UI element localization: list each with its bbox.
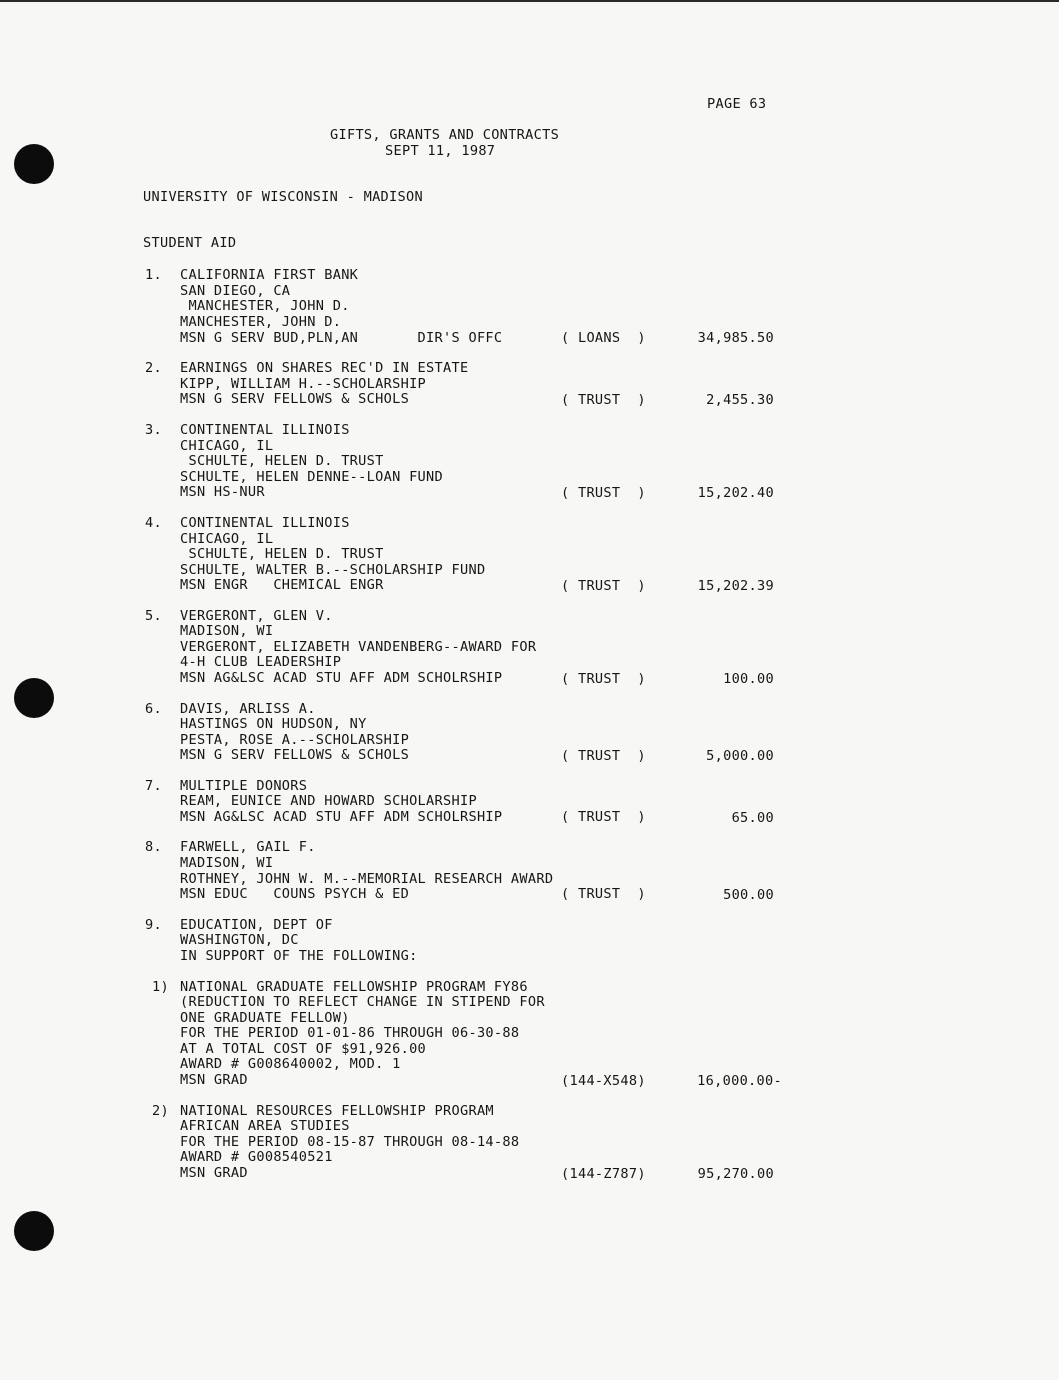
entry-line: EDUCATION, DEPT OF [180, 917, 333, 933]
entry-number: 6. [145, 701, 162, 717]
subentry-amount: 95,270.00 [697, 1166, 774, 1182]
entry-line: HASTINGS ON HUDSON, NY [180, 716, 367, 732]
entry-line: MSN G SERV FELLOWS & SCHOLS [180, 391, 410, 407]
binder-hole-top [14, 144, 54, 184]
entry-amount: 15,202.40 [697, 485, 774, 501]
entry-number: 8. [145, 839, 162, 855]
subentry-line: (REDUCTION TO REFLECT CHANGE IN STIPEND FOR [180, 994, 545, 1010]
subentry-line: MSN GRAD [180, 1165, 248, 1181]
entry-line: MADISON, WI [180, 855, 274, 871]
entry-line: EARNINGS ON SHARES REC'D IN ESTATE [180, 360, 469, 376]
subentry-amount: 16,000.00- [697, 1073, 782, 1089]
subentry-line: AT A TOTAL COST OF $91,926.00 [180, 1041, 427, 1057]
entry-line: MSN AG&LSC ACAD STU AFF ADM SCHOLRSHIP [180, 670, 503, 686]
entry-type: ( TRUST ) [561, 809, 646, 825]
entry-line: MSN G SERV FELLOWS & SCHOLS [180, 747, 410, 763]
entry-line: MANCHESTER, JOHN D. [180, 314, 342, 330]
document-date: SEPT 11, 1987 [385, 143, 496, 159]
entry-line: CONTINENTAL ILLINOIS [180, 515, 350, 531]
entry-line: ROTHNEY, JOHN W. M.--MEMORIAL RESEARCH AWARD [180, 871, 554, 887]
subentry-line: AWARD # G008640002, MOD. 1 [180, 1056, 401, 1072]
entry-line: CHICAGO, IL [180, 531, 274, 547]
entry-line: 4-H CLUB LEADERSHIP [180, 654, 342, 670]
entry-line: VERGERONT, GLEN V. [180, 608, 333, 624]
entry-amount: 100.00 [723, 671, 774, 687]
entry-type: ( LOANS ) [561, 330, 646, 346]
entry-line: SCHULTE, HELEN DENNE--LOAN FUND [180, 469, 444, 485]
institution-name: UNIVERSITY OF WISCONSIN - MADISON [143, 189, 423, 205]
subentry-line: MSN GRAD [180, 1072, 248, 1088]
subentry-line: NATIONAL GRADUATE FELLOWSHIP PROGRAM FY86 [180, 979, 528, 995]
entry-number: 2. [145, 360, 162, 376]
page-number: PAGE 63 [707, 96, 767, 112]
subentry-line: FOR THE PERIOD 01-01-86 THROUGH 06-30-88 [180, 1025, 520, 1041]
subentry-number: 2) [152, 1103, 169, 1119]
binder-hole-middle [14, 678, 54, 718]
entry-line: CHICAGO, IL [180, 438, 274, 454]
entry-type: ( TRUST ) [561, 886, 646, 902]
subentry-line: NATIONAL RESOURCES FELLOWSHIP PROGRAM [180, 1103, 494, 1119]
subentry-line: AWARD # G008540521 [180, 1149, 333, 1165]
entry-line: VERGERONT, ELIZABETH VANDENBERG--AWARD FOR [180, 639, 537, 655]
entry-line: MADISON, WI [180, 623, 274, 639]
entry-number: 7. [145, 778, 162, 794]
entry-line: SCHULTE, HELEN D. TRUST [180, 453, 384, 469]
entry-line: REAM, EUNICE AND HOWARD SCHOLARSHIP [180, 793, 477, 809]
entry-number: 1. [145, 267, 162, 283]
binder-hole-bottom [14, 1211, 54, 1251]
entry-type: ( TRUST ) [561, 578, 646, 594]
page-top-edge [0, 0, 1059, 2]
subentry-number: 1) [152, 979, 169, 995]
entry-amount: 15,202.39 [697, 578, 774, 594]
entry-line: SAN DIEGO, CA [180, 283, 291, 299]
entry-number: 9. [145, 917, 162, 933]
entry-line: MULTIPLE DONORS [180, 778, 308, 794]
entry-line: PESTA, ROSE A.--SCHOLARSHIP [180, 732, 410, 748]
entry-line: CONTINENTAL ILLINOIS [180, 422, 350, 438]
entry-line: DAVIS, ARLISS A. [180, 701, 316, 717]
entry-type: ( TRUST ) [561, 392, 646, 408]
entry-amount: 34,985.50 [697, 330, 774, 346]
entry-number: 5. [145, 608, 162, 624]
entry-line: MSN AG&LSC ACAD STU AFF ADM SCHOLRSHIP [180, 809, 503, 825]
entry-amount: 2,455.30 [706, 392, 774, 408]
entry-amount: 5,000.00 [706, 748, 774, 764]
subentry-line: FOR THE PERIOD 08-15-87 THROUGH 08-14-88 [180, 1134, 520, 1150]
subentry-account: (144-X548) [561, 1073, 646, 1089]
entry-line: WASHINGTON, DC [180, 932, 299, 948]
entry-type: ( TRUST ) [561, 671, 646, 687]
entry-line: MSN G SERV BUD,PLN,AN DIR'S OFFC [180, 330, 503, 346]
entry-type: ( TRUST ) [561, 485, 646, 501]
entry-type: ( TRUST ) [561, 748, 646, 764]
document-title: GIFTS, GRANTS AND CONTRACTS [330, 127, 560, 143]
subentry-line: AFRICAN AREA STUDIES [180, 1118, 350, 1134]
section-heading: STUDENT AID [143, 235, 237, 251]
entry-line: IN SUPPORT OF THE FOLLOWING: [180, 948, 418, 964]
entry-number: 3. [145, 422, 162, 438]
entry-line: SCHULTE, WALTER B.--SCHOLARSHIP FUND [180, 562, 486, 578]
entry-line: CALIFORNIA FIRST BANK [180, 267, 359, 283]
entry-line: MANCHESTER, JOHN D. [180, 298, 350, 314]
subentry-account: (144-Z787) [561, 1166, 646, 1182]
entry-line: MSN HS-NUR [180, 484, 265, 500]
entry-amount: 500.00 [723, 887, 774, 903]
entry-line: MSN EDUC COUNS PSYCH & ED [180, 886, 410, 902]
entry-line: SCHULTE, HELEN D. TRUST [180, 546, 384, 562]
entry-number: 4. [145, 515, 162, 531]
entry-line: FARWELL, GAIL F. [180, 839, 316, 855]
entry-line: MSN ENGR CHEMICAL ENGR [180, 577, 384, 593]
subentry-line: ONE GRADUATE FELLOW) [180, 1010, 350, 1026]
entry-line: KIPP, WILLIAM H.--SCHOLARSHIP [180, 376, 427, 392]
entry-amount: 65.00 [731, 810, 774, 826]
